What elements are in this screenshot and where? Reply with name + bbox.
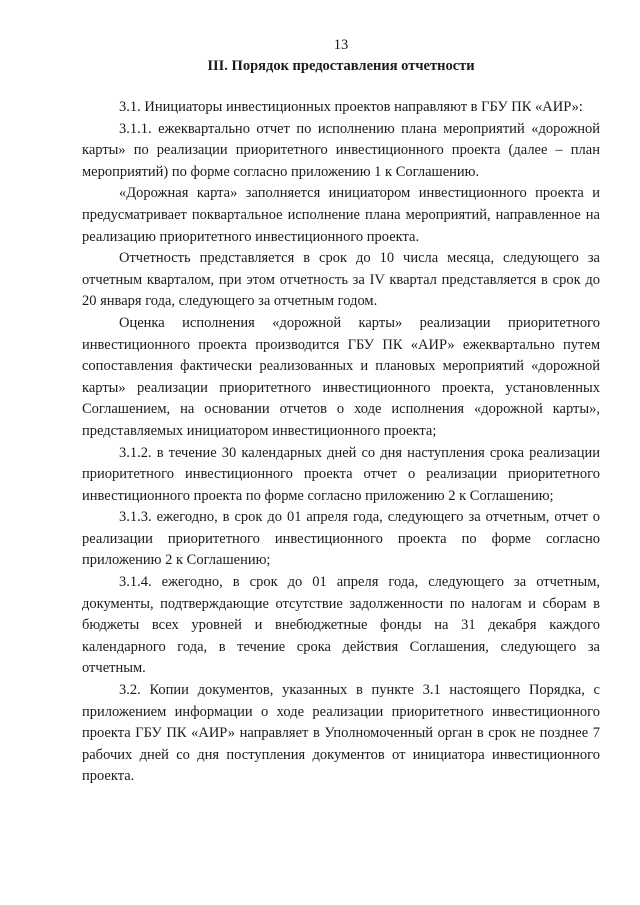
section-title: III. Порядок предоставления отчетности xyxy=(207,58,475,74)
document-body xyxy=(82,97,600,788)
paragraph-roadmap-evaluation: Оценка исполнения «дорожной карты» реализации приоритетного инвестиционного проекта производится ГБУ ПК «АИР» ежеквартально путем сопоставления фактически реализованных и плановых мероприятий «дорожной карты» реализации приоритетного инвестиционного проекта, установленных Соглашением, на основании отчетов о ходе исполнения «дорожной карты», представляемых инициатором инвестиционного проекта; xyxy=(82,314,600,439)
paragraph-3-1-2: 3.1.2. в течение 30 календарных дней со дня наступления срока реализации приоритетного инвестиционного проекта отчет о реализации приоритетного инвестиционного проекта по форме согласно приложению 2 к Соглашению; xyxy=(82,444,600,504)
paragraph-3-1-1: 3.1.1. ежеквартально отчет по исполнению плана мероприятий «дорожной карты» по реализации приоритетного инвестиционного проекта (далее – план мероприятий) по форме согласно приложению 1 к Соглашению. xyxy=(82,120,600,180)
paragraph-3-1: 3.1. Инициаторы инвестиционных проектов направляют в ГБУ ПК «АИР»: xyxy=(119,99,583,115)
page-number: 13 xyxy=(333,37,349,53)
paragraph-roadmap: «Дорожная карта» заполняется инициатором инвестиционного проекта и предусматривает поквартальное исполнение плана мероприятий, направленное на реализацию приоритетного инвестиционного проекта. xyxy=(82,185,600,245)
paragraph-reporting-deadline: Отчетность представляется в срок до 10 числа месяца, следующего за отчетным кварталом, при этом отчетность за IV квартал представляется в срок до 20 января года, следующего за отчетным годом. xyxy=(82,250,600,310)
paragraph-3-1-4: 3.1.4. ежегодно, в срок до 01 апреля года, следующего за отчетным, документы, подтверждающие отсутствие задолженности по налогам и сборам в бюджеты всех уровней и внебюджетные фонды на 31 декабря каждого календарного года, в течение срока действия Соглашения, следующего за отчетным. xyxy=(82,574,600,677)
paragraph-3-1-3: 3.1.3. ежегодно, в срок до 01 апреля года, следующего за отчетным, отчет о реализации приоритетного инвестиционного проекта по форме согласно приложению 2 к Соглашению; xyxy=(82,509,600,569)
paragraph-3-2: 3.2. Копии документов, указанных в пункте 3.1 настоящего Порядка, с приложением информации о ходе реализации приоритетного инвестиционного проекта ГБУ ПК «АИР» направляет в Уполномоченный орган в срок не позднее 7 рабочих дней со дня поступления документов от инициатора инвестиционного проекта. xyxy=(82,682,600,785)
